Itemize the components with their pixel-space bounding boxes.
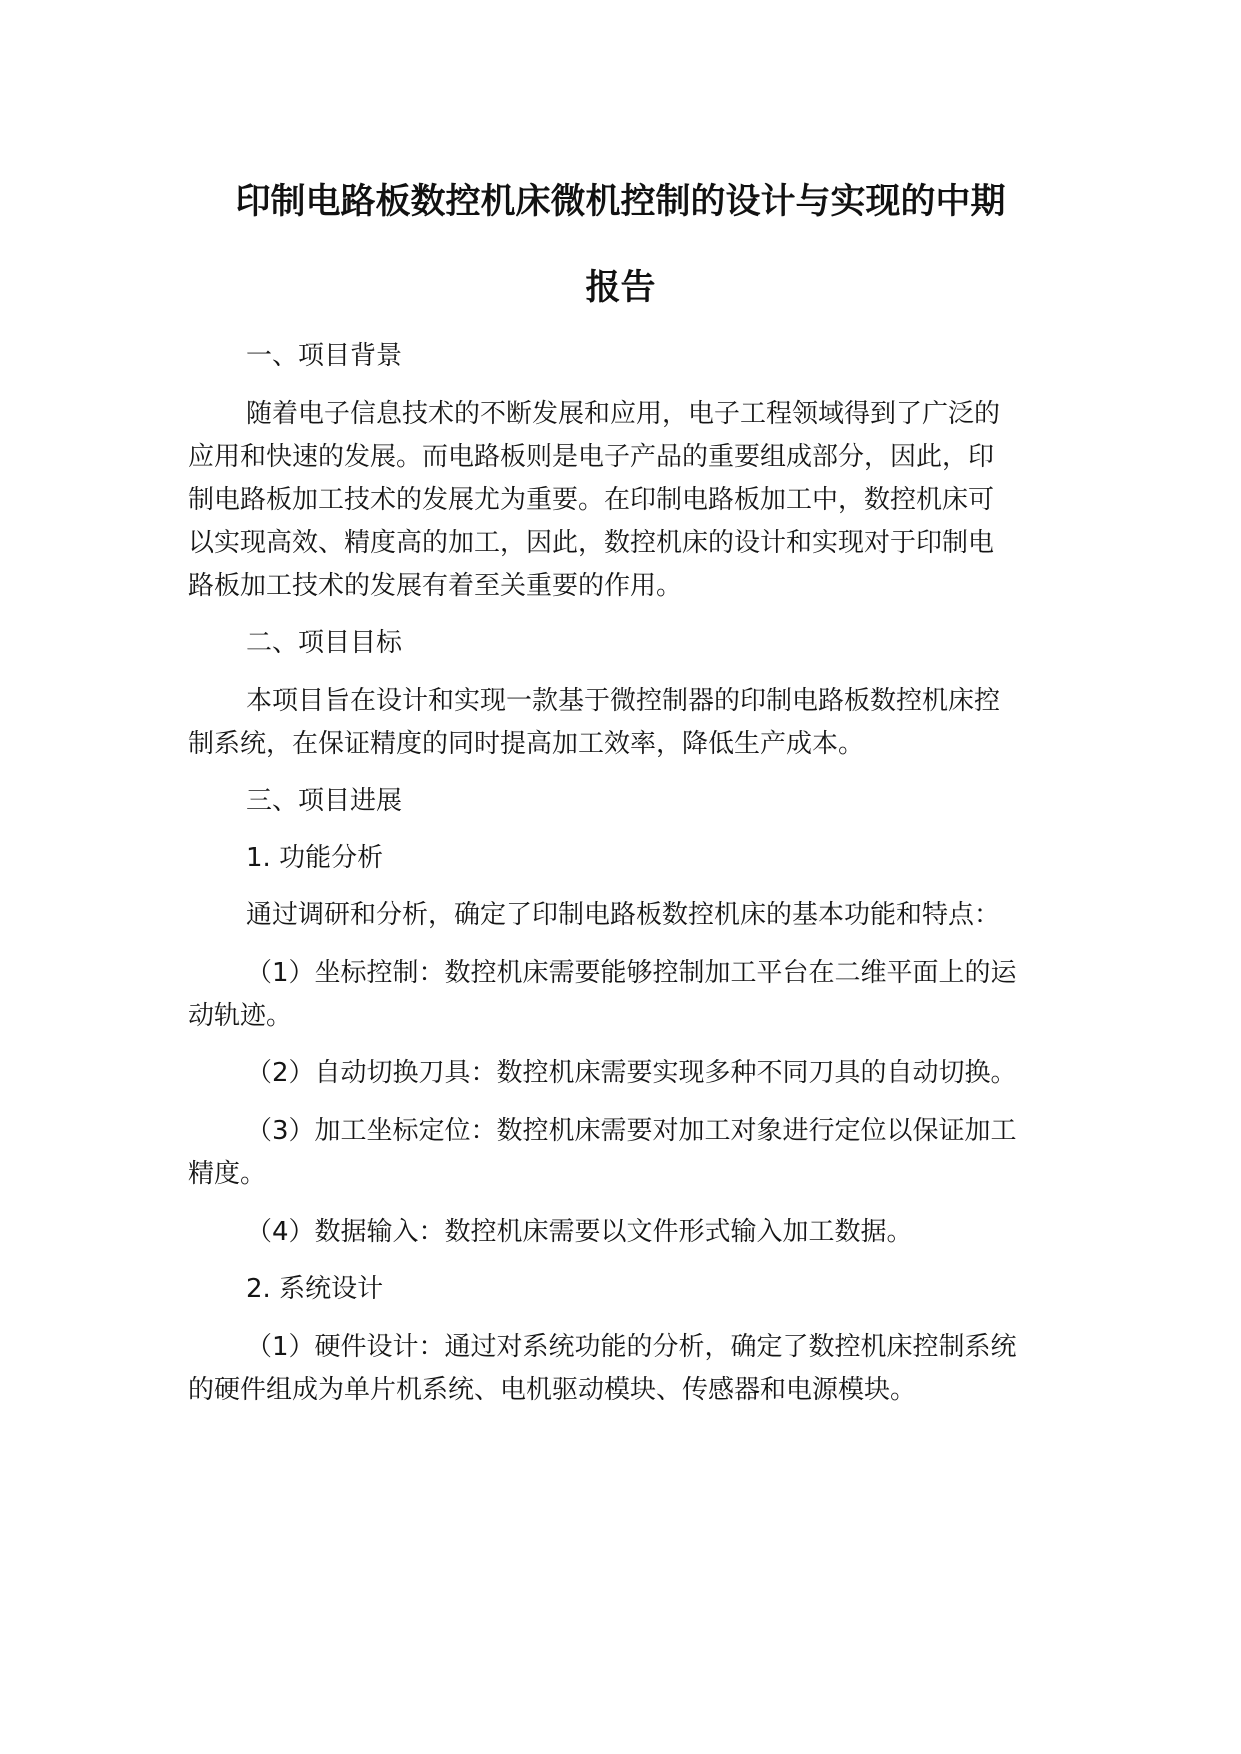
list-item-line: （3）加工坐标定位：数控机床需要对加工对象进行定位以保证加工 — [246, 1116, 1017, 1146]
section-heading-background: 一、项目背景 — [246, 341, 403, 371]
list-item-line: 动轨迹。 — [188, 1001, 293, 1031]
list-item-line: （2）自动切换刀具：数控机床需要实现多种不同刀具的自动切换。 — [246, 1058, 1017, 1088]
list-item-line: （1）坐标控制：数控机床需要能够控制加工平台在二维平面上的运 — [246, 958, 1017, 988]
section-heading-progress: 三、项目进展 — [246, 786, 403, 816]
paragraph-line: 制电路板加工技术的发展尤为重要。在印制电路板加工中，数控机床可 — [188, 485, 995, 515]
document-title-line-1: 印制电路板数控机床微机控制的设计与实现的中期 — [235, 182, 1006, 222]
list-item-line: 精度。 — [188, 1159, 267, 1189]
document-title-line-2: 报告 — [585, 268, 656, 308]
paragraph-line: 制系统，在保证精度的同时提高加工效率，降低生产成本。 — [188, 729, 865, 759]
paragraph-line: 本项目旨在设计和实现一款基于微控制器的印制电路板数控机床控 — [246, 686, 1001, 716]
paragraph-line: 路板加工技术的发展有着至关重要的作用。 — [188, 571, 683, 601]
list-item-line: （4）数据输入：数控机床需要以文件形式输入加工数据。 — [246, 1217, 913, 1247]
paragraph-line: 以实现高效、精度高的加工，因此，数控机床的设计和实现对于印制电 — [188, 528, 995, 558]
section-heading-goal: 二、项目目标 — [246, 628, 403, 658]
subsection-heading-system-design: 2. 系统设计 — [246, 1274, 384, 1304]
paragraph-line: 应用和快速的发展。而电路板则是电子产品的重要组成部分，因此，印 — [188, 442, 995, 472]
list-item-line: （1）硬件设计：通过对系统功能的分析，确定了数控机床控制系统 — [246, 1332, 1017, 1362]
paragraph-line: 通过调研和分析，确定了印制电路板数控机床的基本功能和特点： — [246, 900, 1001, 930]
list-item-line: 的硬件组成为单片机系统、电机驱动模块、传感器和电源模块。 — [188, 1375, 917, 1405]
paragraph-line: 随着电子信息技术的不断发展和应用，电子工程领域得到了广泛的 — [246, 399, 1001, 429]
subsection-heading-function-analysis: 1. 功能分析 — [246, 843, 384, 873]
